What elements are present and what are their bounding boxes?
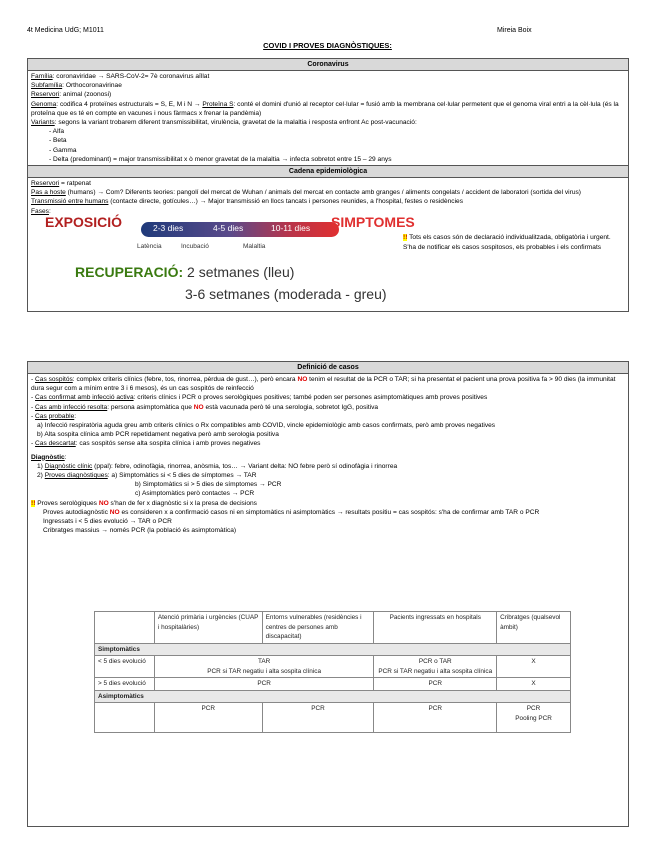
coronavirus-box: [27, 58, 629, 312]
recuperacio-label: RECUPERACIÓ:: [75, 263, 184, 280]
latencia-label: Latència: [137, 242, 162, 250]
declaration-notice: [403, 233, 623, 253]
table-row: [95, 703, 571, 733]
table-row: [95, 678, 571, 691]
table-cell: [154, 656, 374, 678]
reservori-host-key: Reservori: [31, 180, 60, 188]
table-row: [95, 656, 571, 678]
variants-text: : segons la variant trobarem diferent transmissibilitat, virulència, gravetat de la malaltia i resposta enfront Ac post-vacunació:: [54, 119, 417, 127]
cell-line: TAR: [257, 658, 271, 665]
table-cell: PCR: [374, 678, 497, 691]
group-asimptomatics: Asimptomàtics: [95, 690, 571, 703]
diagnostic-colon: :: [64, 453, 67, 461]
cas-probable-b: b) Alta sospita clínica amb PCR repetidament negativa però amb serologia positiva: [37, 431, 279, 439]
simptomes-label: SIMPTOMES: [331, 213, 415, 230]
exposicio-label: EXPOSICIÓ: [45, 213, 123, 230]
col-header-ingressats: Pacients ingressats en hospitals: [374, 612, 497, 644]
genoma-key: Genoma: [31, 100, 57, 108]
col-header-primaria: Atenció primària i urgències (CUAP i hospitalàries): [154, 612, 262, 644]
protein-s-text: : conté el domini d'unió al receptor cel·lular = fusió amb la membrana cel·lular permetent que el genoma viral entri a la cèl·lula (és la proteïna que es té en compte en vacunes i nous fàrmacs x frenar la pandèmia): [31, 100, 619, 117]
no-emphasis: NO: [193, 403, 204, 411]
cas-probable-colon: :: [74, 412, 77, 420]
diagnostic-heading: Diagnòstic: [31, 453, 65, 461]
cas-probable-key: Cas probable: [35, 412, 75, 420]
cas-resolta-text-2: està vacunada però té una serologia, sobretot IgG, positiva: [203, 403, 379, 411]
header-course: 4t Medicina UdG; M1011: [27, 27, 104, 34]
recuperacio-greu: 3-6 setmanes (moderada - greu): [185, 285, 387, 302]
col-header-vulnerables: Entorns vulnerables (residències i centres de persones amb discapacitat): [262, 612, 374, 644]
table-row: [95, 643, 571, 656]
table-row: [95, 612, 571, 644]
incubacio-label: Incubació: [181, 242, 209, 250]
no-emphasis: NO: [297, 376, 308, 383]
diagnostic-table: [94, 611, 571, 733]
cas-descartat-text: : cas sospitós sense alta sospita clínica i amb proves negatives: [75, 440, 261, 448]
autodiagnostic-text: Proves autodiagnòstic: [43, 508, 110, 516]
cas-sospitos-text-2: tenim el resultat de la PCR o TAR; si ha presentat el pacient una prova positiva fa > 90 dies (la immunitat dura segur com a mínim entre 3 i 6 mesos), és un cas sospitós de reinfecció: [31, 376, 616, 393]
cas-resolta-text: : persona asimptomàtica que: [107, 403, 194, 411]
recuperacio-lleu: 2 setmanes (lleu): [183, 263, 295, 280]
ingressats-text: Ingressats i < 5 dies evolució → TAR o PCR: [43, 518, 172, 526]
cell-line: PCR: [526, 705, 541, 712]
transmissio-key: Transmissió entre humans: [31, 198, 109, 206]
phases-timeline-figure: [31, 213, 625, 310]
table-cell: [374, 656, 497, 678]
fases-key: Fases: [31, 207, 49, 215]
subfamilia-key: Subfamília: [31, 82, 63, 90]
table-cell: PCR: [154, 703, 262, 733]
diagnostic-clinic-text: (ppal): febre, odinofàgia, rinorrea, anòsmia, tos… → Variant delta: NO febre però sí odinofàgia i rinorrea: [92, 462, 398, 470]
cell-line: PCR si TAR negatiu i alta sospita clínica: [207, 667, 322, 675]
days-malaltia: 10-11 dies: [271, 222, 311, 233]
row-label: < 5 dies evolució: [95, 656, 155, 678]
reservori-value: : animal (zoonosi): [59, 91, 112, 99]
days-incubacio: 4-5 dies: [213, 222, 244, 233]
reservori-host-value: = ratpenat: [59, 180, 91, 188]
table-cell: PCR: [154, 678, 374, 691]
no-emphasis: NO: [98, 499, 109, 507]
timeline-bar: [141, 222, 339, 237]
definicio-casos-box: [27, 361, 629, 827]
group-simptomatics: Simptomàtics: [95, 643, 571, 656]
cas-probable-a: a) Infecció respiratòria aguda greu amb criteris clínics o Rx compatibles amb COVID, vincle epidemiològic amb casos confirmats, però amb proves negatives: [37, 422, 496, 430]
table-cell: PCR: [374, 703, 497, 733]
familia-value: : coronaviridae → SARS-CoV-2= 7è coronavirus aïllat: [52, 73, 210, 80]
reservori-key: Reservori: [31, 91, 60, 99]
list-item: - Beta: [49, 136, 625, 145]
genoma-text: : codifica 4 proteïnes estructurals = S, E, M i N →: [56, 100, 203, 108]
section-coronavirus-heading: Coronavirus: [28, 59, 628, 71]
no-emphasis: NO: [109, 508, 120, 516]
recuperacio-line: [75, 263, 295, 280]
section-cadena-heading: Cadena epidemiològica: [28, 165, 628, 178]
days-latencia: 2-3 dies: [153, 222, 184, 233]
cas-descartat-key: Cas descartat: [35, 440, 76, 448]
cell-line: Pooling PCR: [515, 714, 552, 722]
coronavirus-body: [28, 71, 628, 165]
document-title: COVID I PROVES DIAGNÒSTIQUES:: [263, 41, 392, 50]
proves-b: b) Simptomàtics si > 5 dies de símptomes → PCR: [135, 481, 282, 489]
serologiques-text-2: s'han de fer x diagnòstic si x la presa de decisions: [108, 499, 257, 507]
warning-mark-icon: !!: [31, 499, 36, 507]
list-item: - Alfa: [49, 127, 625, 136]
list-item: - Gamma: [49, 146, 625, 155]
col-header-cribratges: Cribratges (qualsevol àmbit): [497, 612, 571, 644]
cas-sospitos-key: Cas sospitós: [35, 376, 73, 383]
table-cell: [497, 703, 571, 733]
cas-sospitos-text: : complex criteris clínics (febre, tos, rinorrea, pèrdua de gust…), però encara: [72, 376, 298, 383]
cadena-body: Reservori = ratpenat Pas a hoste (humans) → Com? Diferents teories: pangolí del mercat de Wuhan / animals del mercat en contacte amb granges / aliments congelats / accident de laboratori (sortida del virus) Transmissió entre humans (contacte directe, gotícules…) → Major transmissió en llocs tancats i persones reunides, a l'hospital, festes o residències Fases: EXPOSICIÓ 2-3 dies 4-5 dies 10-11 dies SIMPTOMES Latència Incubació Malaltia !! Tots els casos són de declaració individualitzada, obligatòria i urgent. S'ha de notificar els casos sospitosos, els probables i els confirmats RECUPERACIÓ: 2 setmanes (lleu) 3-6 setmanes (moderada - greu): [28, 178, 628, 311]
subfamilia-value: : Orthocoronavirinae: [62, 82, 122, 90]
cell-line: PCR si TAR negatiu i alta sospita clínica: [378, 667, 493, 675]
serologiques-text: Proves serològiques: [35, 499, 99, 507]
table-cell: X: [497, 656, 571, 678]
section-casos-heading: Definició de casos: [28, 362, 628, 374]
variants-key: Variants: [31, 119, 55, 127]
cas-confirmat-key: Cas confirmat amb infecció activa: [35, 394, 134, 402]
protein-s-key: Proteïna S: [202, 100, 234, 108]
malaltia-label: Malaltia: [243, 242, 266, 250]
table-cell: PCR: [262, 703, 374, 733]
header-author: Mireia Boix: [497, 27, 532, 34]
list-item: - Delta (predominant) = major transmissibilitat x ò menor gravetat de la malaltia → infecta sobretot entre 15 – 29 anys: [49, 155, 625, 164]
proves-a: : a) Simptomàtics si < 5 dies de símptomes → TAR: [107, 472, 257, 480]
proves-diagnostiques-key: Proves diagnòstiques: [44, 472, 108, 480]
autodiagnostic-text-2: es consideren x a confirmació casos ni en simptomàtics ni asimptomàtics → resultats positiu = cas sospitós: s'ha de confirmar amb TAR o PCR: [119, 508, 540, 516]
row-label: > 5 dies evolució: [95, 678, 155, 691]
cas-resolta-key: Cas amb infecció resolta: [35, 403, 108, 411]
notice-text: Tots els casos són de declaració individualitzada, obligatòria i urgent. S'ha de notificar els casos sospitosos, els probables i els confirmats: [403, 233, 611, 251]
transmissio-value: (contacte directe, gotícules…) → Major transmissió en llocs tancats i persones reunides, a l'hospital, festes o residències: [108, 198, 464, 206]
cas-confirmat-text: : criteris clínics i PCR o proves serològiques positives; també poden ser persones asimptomàtiques amb proves positives: [133, 394, 488, 402]
pas-hoste-key: Pas a hoste: [31, 189, 66, 197]
diagnostic-clinic-key: Diagnòstic clínic: [44, 462, 93, 470]
cribratges-text: Cribratges massius → només PCR (la població és asimptomàtica): [43, 527, 237, 535]
table-row: [95, 690, 571, 703]
proves-number: 2): [37, 472, 45, 480]
proves-c: c) Asimptomàtics però contactes → PCR: [135, 490, 255, 498]
casos-body: - Cas sospitós: complex criteris clínics (febre, tos, rinorrea, pèrdua de gust…), però encara NO tenim el resultat de la PCR o TAR; si ha presentat el pacient una prova positiva fa > 90 dies (la immunitat dura segur com a mínim entre 3 i 6 mesos), és un cas sospitós de reinfecció - Cas confirmat amb infecció activa: criteris clínics i PCR o proves serològiques positives; també poden ser persones asimptomàtiques amb proves positives - Cas amb infecció resolta: persona asimptomàtica que NO està vacunada però té una serologia, sobretot IgG, positiva - Cas probable: a) Infecció respiratòria aguda greu amb criteris clínics o Rx compatibles amb COVID, vincle epidemiològic amb casos confirmats, però amb proves negatives b) Alta sospita clínica amb PCR repetidament negativa però amb serologia positiva - Cas descartat: cas sospitós sense alta sospita clínica i amb proves negatives Diagnòstic: 1) Diagnòstic clínic (ppal): febre, odinofàgia, rinorrea, anòsmia, tos… → Variant delta: NO febre però sí odinofàgia i rinorrea 2) Proves diagnòstiques: a) Simptomàtics si < 5 dies de símptomes → TAR b) Simptomàtics si > 5 dies de símptomes → PCR c) Asimptomàtics però contactes → PCR !! Proves serològiques NO s'han de fer x diagnòstic si x la presa de decisions Proves autodiagnòstic NO es consideren x a confirmació casos ni en simptomàtics ni asimptomàtics → resultats positiu = cas sospitós: s'ha de confirmar amb TAR o PCR Ingressats i < 5 dies evolució → TAR o PCR Cribratges massius → només PCR (la població és asimptomàtica): [28, 374, 628, 536]
pas-hoste-value: (humans) → Com? Diferents teories: pangolí del mercat de Wuhan / animals del mercat en contacte amb granges / aliments congelats / accident de laboratori (sortida del virus): [65, 189, 582, 197]
familia-key: Família: [31, 73, 53, 80]
cell-line: PCR o TAR: [418, 658, 452, 665]
warning-mark-icon: !!: [403, 233, 408, 241]
variants-list: [31, 127, 625, 164]
table-cell: X: [497, 678, 571, 691]
